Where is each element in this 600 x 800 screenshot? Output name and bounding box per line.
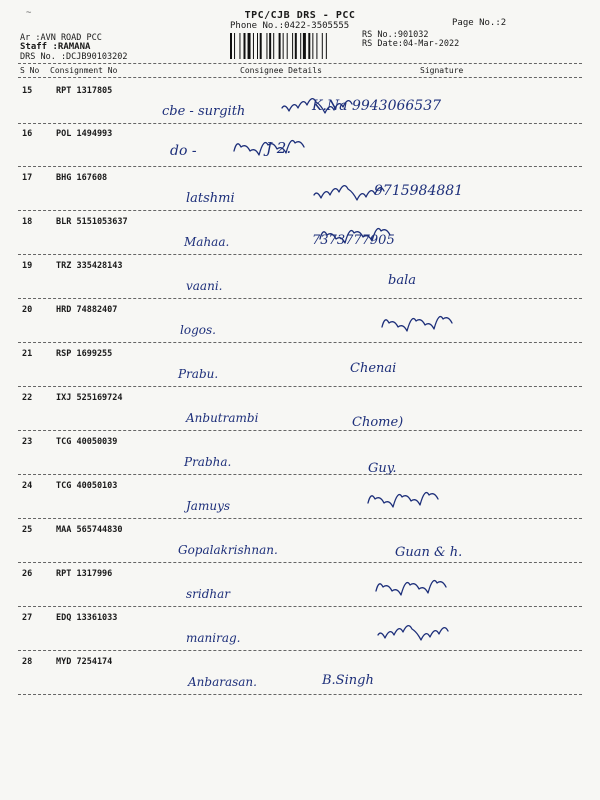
row-consignment-no: RSP 1699255 — [56, 349, 113, 359]
col-consignee: Consignee Details — [240, 66, 322, 75]
row-consignment-no: BHG 167608 — [56, 173, 108, 183]
signature-text: Guan & h. — [395, 545, 463, 560]
row-sno: 25 — [22, 525, 33, 535]
signature-text: K.Na 9943066537 — [312, 98, 442, 114]
row-sno: 28 — [22, 657, 33, 667]
row-consignment-no: BLR 5151053637 — [56, 217, 128, 227]
row-divider — [18, 386, 582, 387]
row-divider — [18, 430, 582, 431]
col-consignment: Consignment No — [50, 66, 118, 75]
row-divider — [18, 650, 582, 651]
signature-text: bala — [388, 273, 416, 288]
row-consignment-no: TCG 40050039 — [56, 437, 118, 447]
consignee-name: latshmi — [186, 191, 235, 206]
row-consignment-no: MAA 565744830 — [56, 525, 123, 535]
row-sno: 18 — [22, 217, 33, 227]
row-sno: 23 — [22, 437, 33, 447]
corner-mark: ~ — [26, 8, 32, 18]
signature-text: 9715984881 — [374, 183, 464, 199]
signature-scribble-icon — [374, 573, 464, 603]
row-divider — [18, 123, 582, 124]
row-divider — [18, 342, 582, 343]
consignee-name: Jamuys — [186, 499, 231, 513]
row-consignment-no: RPT 1317996 — [56, 569, 113, 579]
row-sno: 19 — [22, 261, 33, 271]
row-consignment-no: RPT 1317805 — [56, 86, 113, 96]
signature-text: B.Singh — [322, 673, 374, 688]
consignee-name: vaani. — [186, 279, 223, 293]
row-divider — [18, 210, 582, 211]
col-sno: S No — [20, 66, 40, 75]
signature-text: Chenai — [350, 361, 397, 376]
consignee-name: Prabu. — [178, 367, 219, 381]
rs-number: RS No.:901032 — [362, 30, 429, 40]
row-consignment-no: EDQ 13361033 — [56, 613, 118, 623]
signature-scribble-icon — [232, 133, 322, 163]
area-label: Ar :AVN ROAD PCC — [20, 33, 102, 43]
row-sno: 15 — [22, 86, 33, 96]
row-sno: 27 — [22, 613, 33, 623]
page-number: Page No.:2 — [452, 18, 507, 28]
row-consignment-no: TCG 40050103 — [56, 481, 118, 491]
consignee-name: Mahaa. — [184, 235, 230, 249]
row-sno: 26 — [22, 569, 33, 579]
row-sno: 21 — [22, 349, 33, 359]
consignee-name: do - — [170, 143, 197, 159]
consignee-name: manirag. — [186, 631, 241, 645]
row-divider — [18, 562, 582, 563]
signature-scribble-icon — [376, 617, 466, 647]
consignee-name: Anbutrambi — [186, 411, 259, 425]
signature-text: J 2. — [266, 139, 292, 157]
signature-text: Guy. — [368, 461, 397, 476]
divider — [18, 63, 582, 64]
row-sno: 20 — [22, 305, 33, 315]
row-consignment-no: IXJ 525169724 — [56, 393, 123, 403]
col-signature: Signature — [420, 66, 464, 75]
consignee-name: sridhar — [186, 587, 231, 601]
consignee-name: Gopalakrishnan. — [178, 543, 278, 557]
divider — [18, 77, 582, 78]
row-sno: 22 — [22, 393, 33, 403]
signature-scribble-icon — [312, 177, 402, 207]
row-sno: 17 — [22, 173, 33, 183]
row-divider — [18, 606, 582, 607]
staff-label: Staff :RAMANA — [20, 42, 91, 52]
row-consignment-no: TRZ 335428143 — [56, 261, 123, 271]
signature-scribble-icon — [366, 485, 456, 515]
consignee-name: cbe - surgith — [162, 104, 246, 119]
signature-text: 7373777905 — [312, 233, 395, 248]
row-sno: 16 — [22, 129, 33, 139]
phone-number: Phone No.:0422-3505555 — [230, 21, 350, 31]
row-consignment-no: POL 1494993 — [56, 129, 113, 139]
row-divider — [18, 518, 582, 519]
drs-number: DRS No. :DCJB90103202 — [20, 52, 128, 62]
row-sno: 24 — [22, 481, 33, 491]
signature-scribble-icon — [380, 309, 470, 339]
rs-date: RS Date:04-Mar-2022 — [362, 39, 460, 49]
consignee-name: Anbarasan. — [188, 675, 257, 689]
row-consignment-no: MYD 7254174 — [56, 657, 113, 667]
row-divider — [18, 474, 582, 475]
barcode-icon — [230, 33, 354, 59]
row-divider — [18, 166, 582, 167]
consignee-name: logos. — [180, 323, 216, 337]
row-consignment-no: HRD 74882407 — [56, 305, 118, 315]
signature-scribble-icon — [318, 221, 408, 251]
consignee-name: Prabha. — [184, 455, 232, 469]
row-divider — [18, 254, 582, 255]
signature-scribble-icon — [280, 90, 370, 120]
row-divider — [18, 298, 582, 299]
document-title: TPC/CJB DRS - PCC — [244, 10, 356, 21]
row-divider — [18, 694, 582, 695]
signature-text: Chome) — [352, 415, 404, 430]
